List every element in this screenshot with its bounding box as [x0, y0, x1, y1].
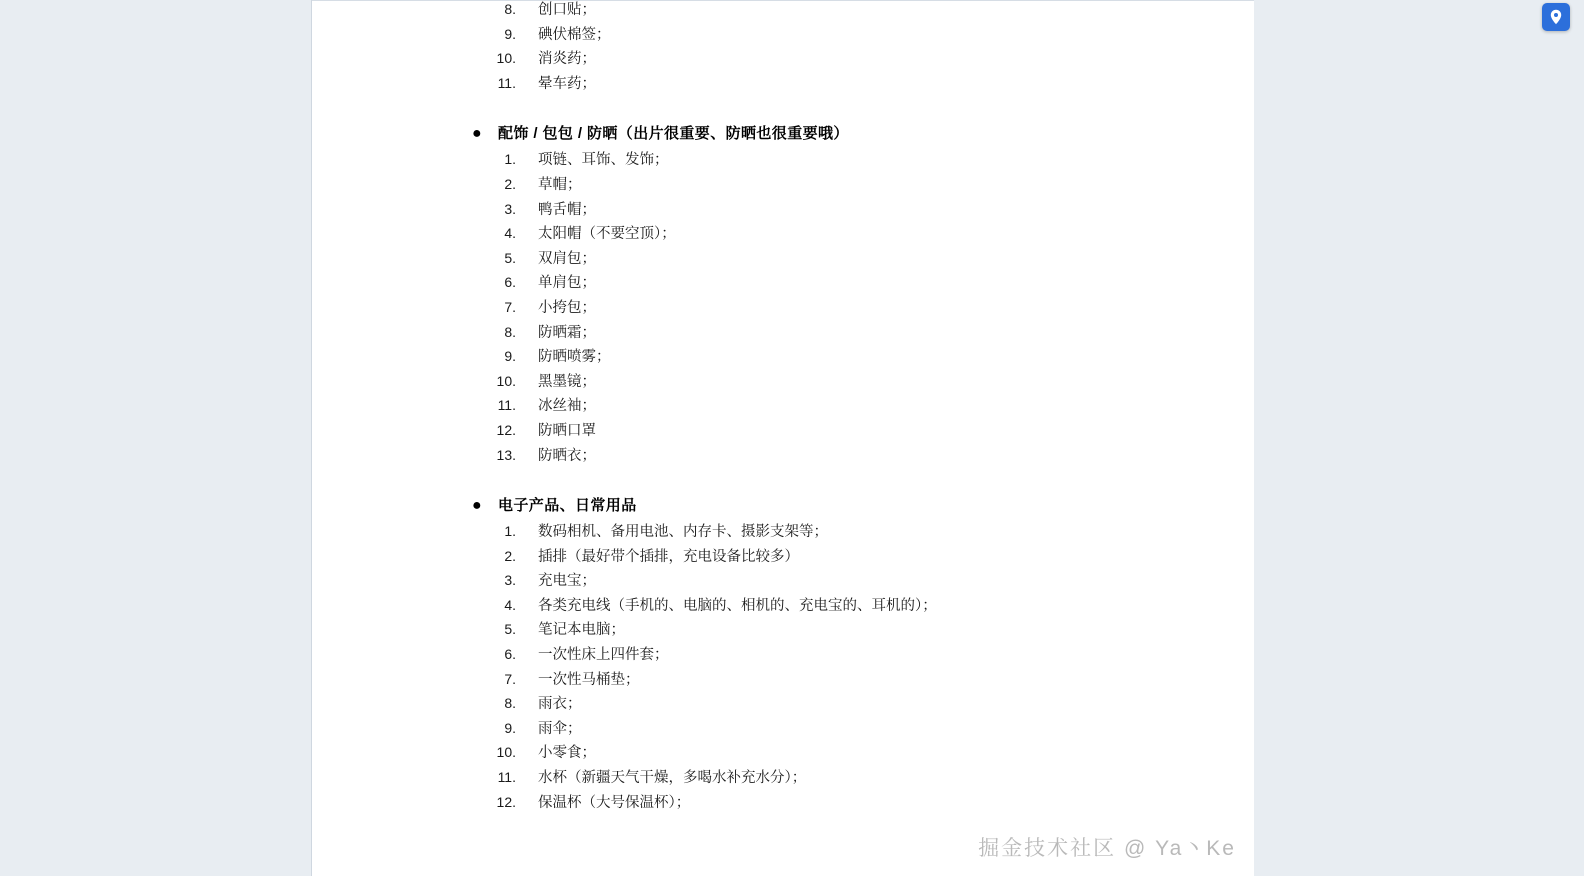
list-item — [484, 622, 1226, 647]
list-item-number: 13. — [496, 446, 516, 463]
section-electronics — [472, 494, 1226, 819]
list-item-text: 一次性马桶垫； — [538, 671, 640, 688]
page-gutter-left — [0, 0, 312, 876]
list-item-number: 9. — [504, 348, 516, 365]
list-item — [484, 770, 1226, 795]
list-item-number: 11. — [497, 397, 516, 414]
list-item — [484, 51, 1226, 76]
list-item-text: 防晒喷雾； — [538, 349, 611, 366]
list-item-number: 7. — [504, 670, 516, 687]
list-item-number: 12. — [496, 421, 516, 438]
list-item — [484, 647, 1226, 672]
list-item-number: 1. — [504, 151, 516, 168]
list-item-text: 数码相机、备用电池、内存卡、摄影支架等； — [538, 524, 828, 541]
list-item — [484, 745, 1226, 770]
list-item-number: 5. — [504, 249, 516, 266]
list-item — [484, 423, 1226, 448]
list-item-number: 3. — [504, 200, 516, 217]
list-item — [484, 349, 1226, 374]
list-item-number: 11. — [497, 769, 516, 786]
list-item — [484, 672, 1226, 697]
list-item-number: 8. — [504, 1, 516, 17]
list-item-text: 双肩包； — [538, 250, 596, 267]
watermark: 掘金技术社区 @ Ya丶Ke — [978, 837, 1236, 860]
location-pin-icon[interactable] — [1542, 3, 1570, 31]
list-item-text: 晕车药； — [538, 75, 596, 92]
list-item-text: 水杯（新疆天气干燥，多喝水补充水分）； — [538, 770, 807, 787]
continued-list — [484, 0, 1226, 100]
list-item — [484, 573, 1226, 598]
list-item-number: 2. — [504, 175, 516, 192]
list-item-text: 防晒衣； — [538, 447, 596, 464]
list-item — [484, 325, 1226, 350]
list-item-number: 10. — [496, 372, 516, 389]
list-item-number: 2. — [504, 547, 516, 564]
list-item-text: 鸭舌帽； — [538, 201, 596, 218]
list-item — [484, 549, 1226, 574]
section-heading — [472, 122, 1226, 148]
list-item — [484, 2, 1226, 27]
list-item-number: 3. — [504, 572, 516, 589]
list-item — [484, 721, 1226, 746]
list-item-text: 小挎包； — [538, 299, 596, 316]
list-item-text: 创口贴； — [538, 2, 596, 18]
page-top-divider — [312, 0, 1254, 1]
list-item-number: 4. — [504, 225, 516, 242]
list-item — [484, 76, 1226, 101]
list-item — [484, 275, 1226, 300]
list-item-text: 雨衣； — [538, 696, 582, 713]
list-item-number: 10. — [496, 744, 516, 761]
list-item-text: 冰丝袖； — [538, 398, 596, 415]
list-item — [484, 226, 1226, 251]
list-item-text: 防晒口罩 — [538, 422, 596, 439]
list-item-number: 10. — [496, 50, 516, 67]
list-item — [484, 374, 1226, 399]
section-list — [484, 152, 1226, 472]
list-item — [484, 795, 1226, 820]
list-item — [484, 524, 1226, 549]
list-item-text: 一次性床上四件套； — [538, 647, 669, 664]
list-item-number: 9. — [504, 719, 516, 736]
list-item-number: 5. — [504, 621, 516, 638]
list-item — [484, 177, 1226, 202]
list-item — [484, 398, 1226, 423]
list-item — [484, 448, 1226, 473]
list-item-number: 1. — [504, 523, 516, 540]
section-title: 配饰 / 包包 / 防晒（出片很重要、防晒也很重要哦） — [498, 125, 849, 143]
list-item — [484, 152, 1226, 177]
list-item-text: 各类充电线（手机的、电脑的、相机的、充电宝的、耳机的）； — [538, 597, 937, 614]
list-item-text: 碘伏棉签； — [538, 26, 611, 43]
list-item-number: 6. — [504, 274, 516, 291]
list-item — [484, 696, 1226, 721]
list-item-text: 项链、耳饰、发饰； — [538, 152, 669, 169]
list-item — [484, 251, 1226, 276]
list-item — [484, 202, 1226, 227]
list-item-text: 雨伞； — [538, 720, 582, 737]
list-item-number: 11. — [497, 74, 516, 91]
list-item-text: 草帽； — [538, 176, 582, 193]
list-item-text: 笔记本电脑； — [538, 622, 625, 639]
bullet-icon: ● — [472, 497, 482, 515]
list-item-text: 黑墨镜； — [538, 373, 596, 390]
list-item-text: 太阳帽（不要空顶）； — [538, 226, 676, 243]
list-item-number: 8. — [504, 323, 516, 340]
list-item — [484, 27, 1226, 52]
list-item-text: 消炎药； — [538, 51, 596, 68]
page-gutter-right — [1254, 0, 1584, 876]
list-item-text: 插排（最好带个插排，充电设备比较多） — [538, 548, 799, 565]
bullet-icon: ● — [472, 125, 482, 143]
list-item-number: 4. — [504, 596, 516, 613]
list-item-number: 9. — [504, 25, 516, 42]
list-item-text: 充电宝； — [538, 573, 596, 590]
document-body — [312, 0, 1254, 819]
list-item-text: 小零食； — [538, 745, 596, 762]
list-item-number: 12. — [496, 793, 516, 810]
document-page — [312, 0, 1254, 876]
list-item — [484, 300, 1226, 325]
section-list — [484, 524, 1226, 819]
list-item — [484, 598, 1226, 623]
section-title: 电子产品、日常用品 — [498, 497, 637, 515]
list-item-number: 7. — [504, 298, 516, 315]
section-accessories — [472, 122, 1226, 472]
list-item-text: 单肩包； — [538, 275, 596, 292]
list-item-number: 6. — [504, 646, 516, 663]
list-item-text: 防晒霜； — [538, 324, 596, 341]
list-item-number: 8. — [504, 695, 516, 712]
section-heading — [472, 494, 1226, 520]
list-item-text: 保温杯（大号保温杯）； — [538, 794, 691, 811]
